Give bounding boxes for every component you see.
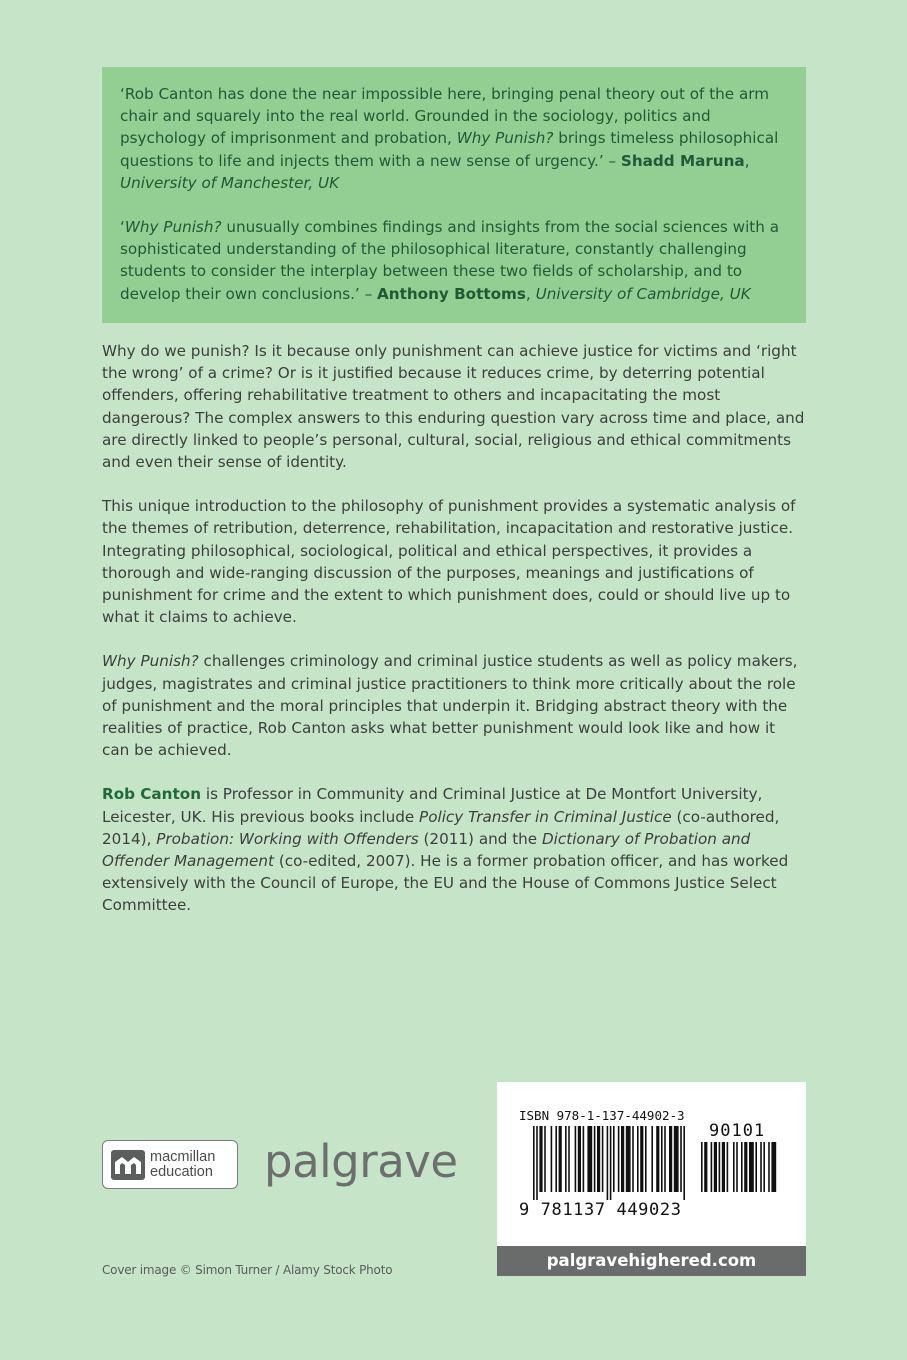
bio-text: is Professor in Community and Criminal Justice at De Montfort University, Leicester, UK. His previous books include xyxy=(102,785,763,826)
addon-digits: 90101 xyxy=(709,1121,766,1141)
quote-affiliation: University of Cambridge, UK xyxy=(535,284,751,303)
endorsement-maruna xyxy=(120,83,788,194)
author-name: Rob Canton xyxy=(102,785,202,804)
quote-separator: , xyxy=(525,284,536,303)
barcode-bar xyxy=(613,1126,615,1192)
barcode-panel xyxy=(497,1082,806,1246)
endorsement-bottoms xyxy=(120,216,788,305)
barcode-bar xyxy=(755,1142,757,1192)
isbn-label: ISBN 978-1-137-44902-3 xyxy=(519,1108,685,1123)
book-title: Dictionary of Probation and Offender Management xyxy=(102,829,751,871)
book-title: Why Punish? xyxy=(102,652,199,671)
barcode-bar xyxy=(544,1126,546,1192)
ean-barcode xyxy=(533,1126,699,1200)
quote-open-mark: ‘ xyxy=(120,218,125,237)
barcode-bar xyxy=(711,1142,713,1192)
barcode-bar xyxy=(749,1142,754,1192)
barcode-bar xyxy=(664,1126,666,1192)
barcode-bar xyxy=(674,1126,679,1192)
barcode-bar xyxy=(733,1142,735,1192)
barcode-bar xyxy=(645,1126,647,1192)
barcode-bar xyxy=(621,1126,624,1192)
barcode-bar xyxy=(656,1126,659,1192)
bio-text: (co-authored, 2014), xyxy=(102,807,780,848)
book-title: Policy Transfer in Criminal Justice xyxy=(419,807,672,826)
barcode-digits: 9 781137 449023 xyxy=(519,1200,682,1220)
barcode-bar xyxy=(587,1126,592,1192)
barcode-bar xyxy=(736,1142,738,1192)
barcode-bar xyxy=(683,1126,685,1200)
barcode-bar xyxy=(565,1126,567,1192)
quote-author: Shadd Maruna xyxy=(620,151,745,170)
publisher-url[interactable]: palgravehighered.com xyxy=(497,1246,806,1276)
barcode-bar xyxy=(583,1126,585,1192)
education-wordmark: education xyxy=(150,1163,213,1180)
barcode-bar xyxy=(704,1142,707,1192)
blurb-paragraph-2: This unique introduction to the philosophy of punishment provides a systematic analysis of the themes of retribution, deterrence, rehabilitation, incapacitation and restorative justice. Integrating philosophical, sociological, political and ethical perspectives, it provides a thorough and wide-ranging discussion of the purposes, meanings and justifications of punishment for crime and the extent to which punishment does, could or should live up to what it claims to achieve. xyxy=(102,497,796,627)
book-title: Probation: Working with Offenders xyxy=(156,829,419,848)
blurb-paragraph-1: Why do we punish? Is it because only punishment can achieve justice for victims and ‘right the wrong’ of a crime? Or is it justified because it reduces crime, by deterring potential offenders, offering rehabilitative treatment to others and incapacitating the most dangerous? The complex answers to this enduring question vary across time and place, and are directly linked to people’s personal, cultural, social, religious and ethical commitments and even their sense of identity. xyxy=(102,342,805,472)
barcode-bar xyxy=(555,1126,557,1192)
quote-book-title: Why Punish? xyxy=(124,218,222,237)
barcode-bar xyxy=(640,1126,643,1192)
barcode-bar xyxy=(539,1126,542,1192)
palgrave-logo: palgrave xyxy=(264,1135,458,1188)
barcode-bar xyxy=(768,1142,770,1192)
endorsements-box xyxy=(102,67,806,323)
cover-image-credit: Cover image © Simon Turner / Alamy Stock Photo xyxy=(102,1263,393,1277)
blurb xyxy=(102,340,807,939)
barcode-bar xyxy=(741,1142,743,1192)
barcode-bar xyxy=(637,1126,639,1192)
barcode-bar xyxy=(722,1142,725,1192)
barcode-bar xyxy=(607,1126,609,1200)
quote-author: Anthony Bottoms xyxy=(377,284,526,303)
barcode-bar xyxy=(536,1126,538,1200)
barcode-bar xyxy=(602,1126,604,1192)
barcode-bar xyxy=(632,1126,634,1192)
blurb-paragraph-3 xyxy=(102,650,807,761)
quote-text: brings timeless philosophical questions to life and injects them with a new sense of urgency.’ – xyxy=(120,129,779,170)
paragraph-text: challenges criminology and criminal justice students as well as policy makers, judges, magistrates and criminal justice practitioners to think more critically about the role of punishment and the moral principles that underpin it. Bridging abstract theory with the realities of practice, Rob Canton asks what better punishment would look like and how it can be achieved. xyxy=(102,652,798,760)
quote-text: ‘Rob Canton has done the near impossible here, bringing penal theory out of the arm chair and squarely into the real world. Grounded in the sociology, politics and psychology of imprisonment and probation, xyxy=(120,85,770,148)
barcode-bar xyxy=(719,1142,721,1192)
barcode-bar xyxy=(714,1142,717,1192)
barcode-bar xyxy=(597,1126,600,1192)
quote-text: unusually combines findings and insights from the social sciences with a sophisticated understanding of the philosophical literature, constantly challenging students to consider the interplay between these two fields of scholarship, and to develop their own conclusions.’ – xyxy=(120,218,780,303)
barcode-bar xyxy=(760,1142,762,1192)
barcode-bar xyxy=(701,1142,703,1192)
barcode-bar xyxy=(551,1126,553,1192)
barcode-bar xyxy=(744,1142,747,1192)
bio-text: (2011) and the xyxy=(418,829,542,848)
barcode-bar xyxy=(578,1126,581,1192)
author-bio xyxy=(102,783,807,916)
bio-text: (co-edited, 2007). He is a former probation officer, and has worked extensively with the Council of Europe, the EU and the House of Commons Justice Select Committee. xyxy=(102,852,789,915)
barcode-bar xyxy=(763,1142,765,1192)
barcode-bar xyxy=(594,1126,596,1192)
macmillan-wordmark: macmillan xyxy=(150,1148,216,1165)
barcode-bar xyxy=(626,1126,631,1192)
barcode-bar xyxy=(771,1142,776,1192)
barcode-bar xyxy=(575,1126,577,1192)
addon-barcode xyxy=(701,1142,787,1200)
macmillan-education-logo xyxy=(102,1140,238,1189)
quote-book-title: Why Punish? xyxy=(456,129,554,148)
barcode-bar xyxy=(651,1126,653,1192)
barcode-bar xyxy=(610,1126,612,1200)
barcode-bar xyxy=(680,1126,682,1192)
barcode-bar xyxy=(669,1126,672,1192)
macmillan-logo-icon xyxy=(111,1150,145,1180)
barcode-bar xyxy=(727,1142,729,1192)
barcode-bar xyxy=(618,1126,620,1192)
barcode-bar xyxy=(559,1126,562,1192)
quote-affiliation: University of Manchester, UK xyxy=(120,173,340,192)
quote-separator: , xyxy=(744,151,750,170)
barcode-bar xyxy=(568,1126,570,1192)
barcode-bar xyxy=(661,1126,663,1192)
barcode-bar xyxy=(533,1126,535,1200)
